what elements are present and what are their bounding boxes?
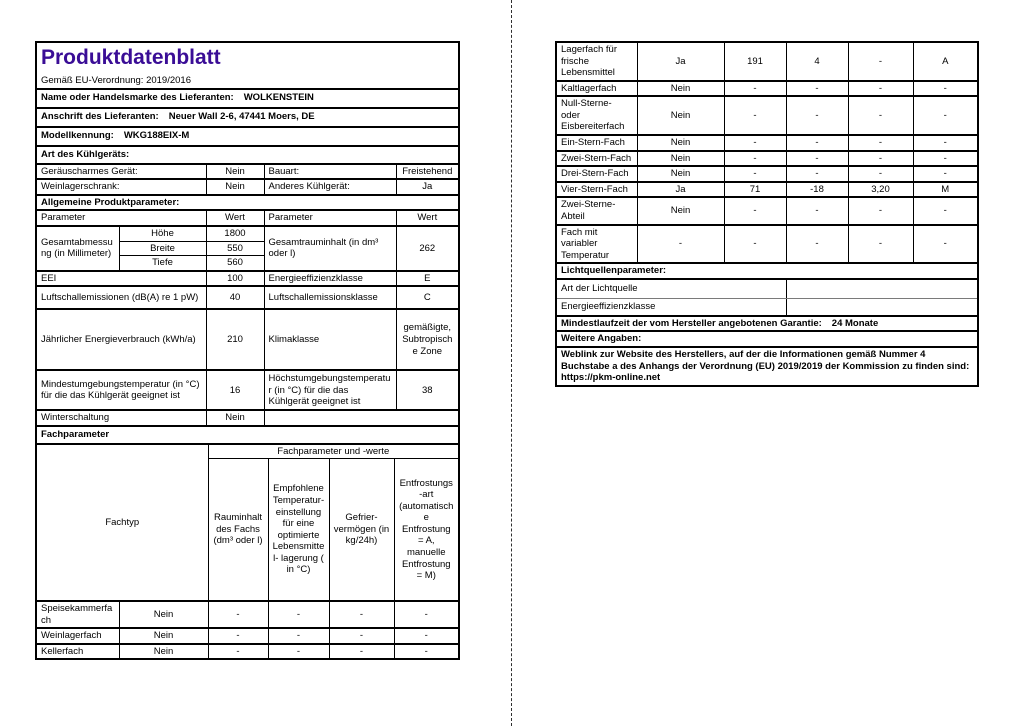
value-hoechstumgebungstemperatur: 38 [396,370,459,410]
value-cell: - [848,166,913,182]
empty-cell [264,410,459,425]
model-id-row [36,127,459,146]
value-cell: Nein [637,135,724,151]
value-cell: - [394,601,459,628]
value-energieverbrauch: 210 [206,309,264,370]
label-vier-stern-fach: Vier-Stern-Fach [556,182,637,198]
supplier-name-label: Name oder Handelsmarke des Lieferanten: [41,92,234,104]
label-eei: EEI [36,271,206,287]
value-cell: A [913,42,978,81]
label-speisekammerfach: Speisekammerfach [36,601,119,628]
value-cell: - [394,628,459,644]
value-cell: - [724,166,786,182]
value-cell: - [913,166,978,182]
label-winterschaltung: Winterschaltung [36,410,206,425]
header-parameter-1: Parameter [36,210,206,226]
value-cell: - [848,197,913,224]
supplier-address-row [36,108,459,127]
model-id-value: WKG188EIX-M [123,130,190,142]
section-art-des-kuehlgeraets: Art des Kühlgeräts: [36,146,459,164]
value-cell: - [268,601,329,628]
header-rauminhalt: Rauminhalt des Fachs (dm³ oder l) [208,459,268,601]
label-anderes-kuehlgeraet: Anderes Kühlgerät: [264,179,396,195]
label-weinlagerschrank: Weinlagerschrank: [36,179,206,195]
value-cell: - [724,96,786,135]
value-cell: Nein [637,81,724,97]
value-geraeuscharmes-geraet: Nein [206,164,264,180]
value-cell: - [724,225,786,264]
value-cell: Ja [637,182,724,198]
label-bauart: Bauart: [264,164,396,180]
section-fachparameter: Fachparameter [36,426,459,444]
label-hoechstumgebungstemperatur: Höchstumgebungstemperatur (in °C) für die das Kühlgerät geeignet ist [264,370,396,410]
value-anderes-kuehlgeraet: Ja [396,179,459,195]
value-cell: - [913,151,978,167]
label-gesamtabmessung: Gesamtabmessung (in Millimeter) [36,226,119,271]
header-fachparameter-und-werte: Fachparameter und -werte [208,444,459,459]
garantie-label: Mindestlaufzeit der vom Hersteller angebotenen Garantie: [561,317,822,329]
label-art-der-lichtquelle: Art der Lichtquelle [556,279,786,299]
value-energieeffizienzklasse: E [396,271,459,287]
value-cell: - [913,96,978,135]
value-cell: - [208,644,268,660]
value-cell: - [208,601,268,628]
label-breite: Breite [119,241,206,256]
label-lagerfach-frische-lebensmittel: Lagerfach für frische Lebensmittel [556,42,637,81]
header-entfrostungsart: Entfrostungs-art (automatische Entfrostung = A, manuelle Entfrostung = M) [394,459,459,601]
label-klimaklasse: Klimaklasse [264,309,396,370]
value-cell: - [208,628,268,644]
value-bauart: Freistehend [396,164,459,180]
label-mindestumgebungstemperatur: Mindestumgebungstemperatur (in °C) für die das Kühlgerät geeignet ist [36,370,206,410]
value-luftschallemissionsklasse: C [396,286,459,309]
label-luftschallemissionsklasse: Luftschallemissionsklasse [264,286,396,309]
label-zwei-stern-fach: Zwei-Stern-Fach [556,151,637,167]
value-cell: - [268,644,329,660]
value-cell: - [913,197,978,224]
garantie-row [556,316,978,332]
supplier-address-label: Anschrift des Lieferanten: [41,111,159,123]
value-mindestumgebungstemperatur: 16 [206,370,264,410]
page-divider-dashed-line [511,0,512,726]
label-energieverbrauch: Jährlicher Energieverbrauch (kWh/a) [36,309,206,370]
value-cell: - [848,42,913,81]
value-tiefe: 560 [206,256,264,271]
value-cell: - [848,135,913,151]
value-hoehe: 1800 [206,226,264,241]
value-cell: - [786,135,848,151]
value-cell: - [913,225,978,264]
label-null-sterne-eisbereiterfach: Null-Sterne- oder Eisbereiterfach [556,96,637,135]
section-allgemeine-produktparameter: Allgemeine Produktparameter: [36,195,459,211]
value-cell: -18 [786,182,848,198]
value-cell: Nein [119,601,208,628]
value-weinlagerschrank: Nein [206,179,264,195]
value-lichtquelle-energieeffizienzklasse [786,299,978,316]
value-cell: - [724,197,786,224]
right-page [555,41,977,387]
value-cell: - [329,644,394,660]
value-cell: Nein [637,96,724,135]
value-cell: - [724,135,786,151]
value-gesamtrauminhalt: 262 [396,226,459,271]
label-fach-variable-temperatur: Fach mit variabler Temperatur [556,225,637,264]
value-klimaklasse: gemäßigte, Subtropische Zone [396,309,459,370]
value-cell: - [786,81,848,97]
value-cell: - [329,601,394,628]
supplier-address-value: Neuer Wall 2-6, 47441 Moers, DE [168,111,315,123]
label-weinlagerfach: Weinlagerfach [36,628,119,644]
value-cell: - [848,151,913,167]
value-luftschallemissionen: 40 [206,286,264,309]
fachparameter-table [35,425,460,660]
value-cell: - [268,628,329,644]
value-cell: Ja [637,42,724,81]
value-cell: - [848,225,913,264]
header-parameter-2: Parameter [264,210,396,226]
left-page [35,41,458,660]
value-cell: Nein [637,197,724,224]
value-eei: 100 [206,271,264,287]
value-cell: 4 [786,42,848,81]
value-cell: - [786,166,848,182]
header-gefriervermoegen: Gefrier- vermögen (in kg/24h) [329,459,394,601]
value-cell: - [913,135,978,151]
header-wert-2: Wert [396,210,459,226]
label-tiefe: Tiefe [119,256,206,271]
value-cell: Nein [637,166,724,182]
supplier-name-value: WOLKENSTEIN [243,92,314,104]
value-cell: - [786,96,848,135]
title-cell [36,42,459,89]
value-cell: Nein [119,628,208,644]
section-lichtquellenparameter: Lichtquellenparameter: [556,263,978,279]
value-cell: Nein [119,644,208,660]
fachparameter-table-continued [555,41,979,387]
page-title: Produktdatenblatt [41,46,221,69]
value-cell: 3,20 [848,182,913,198]
value-cell: Nein [637,151,724,167]
label-ein-stern-fach: Ein-Stern-Fach [556,135,637,151]
label-gesamtrauminhalt: Gesamtrauminhalt (in dm³ oder l) [264,226,396,271]
value-cell: - [786,151,848,167]
value-cell: - [786,225,848,264]
label-lichtquelle-energieeffizienzklasse: Energieeffizienzklasse [556,299,786,316]
value-cell: 71 [724,182,786,198]
value-cell: - [724,81,786,97]
value-cell: - [848,81,913,97]
value-cell: - [329,628,394,644]
model-id-label: Modellkennung: [41,130,114,142]
value-cell: - [637,225,724,264]
garantie-value: 24 Monate [831,317,879,329]
header-wert-1: Wert [206,210,264,226]
label-drei-stern-fach: Drei-Stern-Fach [556,166,637,182]
product-datasheet-table [35,41,460,425]
value-cell: - [786,197,848,224]
label-zwei-sterne-abteil: Zwei-Sterne-Abteil [556,197,637,224]
supplier-name-row [36,89,459,108]
value-winterschaltung: Nein [206,410,264,425]
label-luftschallemissionen: Luftschallemissionen (dB(A) re 1 pW) [36,286,206,309]
eu-regulation-subtitle: Gemäß EU-Verordnung: 2019/2016 [41,75,191,87]
value-cell: 191 [724,42,786,81]
label-geraeuscharmes-geraet: Geräuscharmes Gerät: [36,164,206,180]
value-breite: 550 [206,241,264,256]
value-art-der-lichtquelle [786,279,978,299]
header-fachtyp: Fachtyp [36,444,208,601]
label-kaltlagerfach: Kaltlagerfach [556,81,637,97]
weblink-paragraph: Weblink zur Website des Herstellers, auf der die Informationen gemäß Nummer 4 Buchstabe a des Anhangs der Verordnung (EU) 2019/2019 der Kommission zu finden sind: https://pkm-online.net [556,347,978,386]
label-kellerfach: Kellerfach [36,644,119,660]
label-energieeffizienzklasse: Energieeffizienzklasse [264,271,396,287]
value-cell: - [394,644,459,660]
section-weitere-angaben: Weitere Angaben: [556,331,978,347]
value-cell: M [913,182,978,198]
value-cell: - [724,151,786,167]
value-cell: - [848,96,913,135]
label-hoehe: Höhe [119,226,206,241]
header-temperatureinstellung: Empfohlene Temperatur- einstellung für eine optimierte Lebensmittel- lagerung ( in °C) [268,459,329,601]
value-cell: - [913,81,978,97]
